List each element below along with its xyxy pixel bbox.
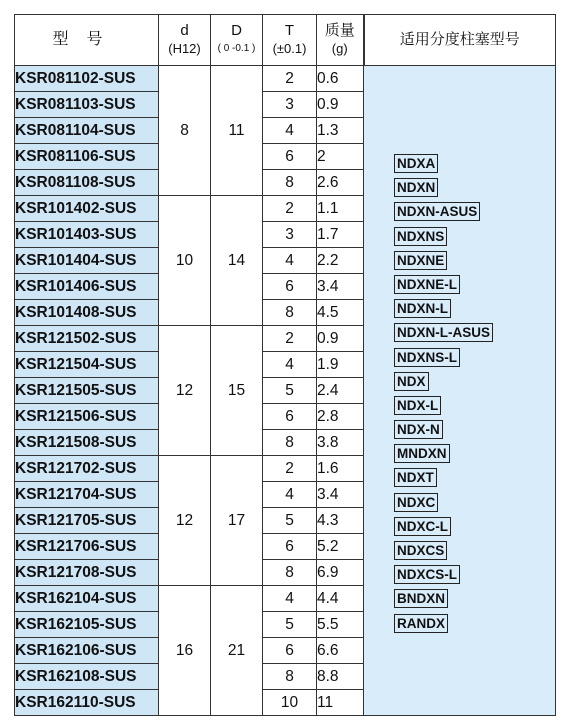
part-number-cell: KSR121505-SUS bbox=[15, 378, 159, 404]
T-value-cell: 8 bbox=[263, 430, 317, 456]
list-item bbox=[394, 468, 493, 492]
plunger-model-tag: RANDX bbox=[394, 614, 448, 633]
header-mass-label: 质量 bbox=[324, 22, 355, 39]
plunger-model-tag: NDXA bbox=[394, 154, 438, 173]
part-number-cell: KSR081106-SUS bbox=[15, 144, 159, 170]
mass-value-cell: 5.2 bbox=[317, 534, 364, 560]
list-item bbox=[394, 348, 493, 372]
plunger-model-tag: NDXNE-L bbox=[394, 275, 460, 294]
T-value-cell: 4 bbox=[263, 248, 317, 274]
T-value-cell: 2 bbox=[263, 66, 317, 92]
list-item bbox=[394, 565, 493, 589]
header-model: 型号 bbox=[15, 15, 159, 66]
compatible-plungers-cell bbox=[364, 66, 556, 716]
T-value-cell: 2 bbox=[263, 196, 317, 222]
list-item bbox=[394, 493, 493, 517]
plunger-model-tag: NDXNE bbox=[394, 251, 447, 270]
part-number-cell: KSR121705-SUS bbox=[15, 508, 159, 534]
list-item bbox=[394, 154, 493, 178]
D-value-cell: 21 bbox=[211, 586, 263, 716]
list-item bbox=[394, 517, 493, 541]
T-value-cell: 6 bbox=[263, 534, 317, 560]
T-value-cell: 8 bbox=[263, 300, 317, 326]
list-item bbox=[394, 251, 493, 275]
header-D bbox=[211, 15, 263, 66]
list-item bbox=[394, 323, 493, 347]
T-value-cell: 4 bbox=[263, 118, 317, 144]
part-number-cell: KSR121508-SUS bbox=[15, 430, 159, 456]
mass-value-cell: 6.6 bbox=[317, 638, 364, 664]
header-mass bbox=[317, 15, 364, 66]
header-T bbox=[263, 15, 317, 66]
header-d bbox=[159, 15, 211, 66]
part-number-cell: KSR121704-SUS bbox=[15, 482, 159, 508]
part-number-cell: KSR101408-SUS bbox=[15, 300, 159, 326]
plunger-model-tag: NDXN-L bbox=[394, 299, 451, 318]
D-value-cell: 15 bbox=[211, 326, 263, 456]
plunger-model-tag: NDX-L bbox=[394, 396, 441, 415]
table-row bbox=[15, 66, 556, 92]
part-number-cell: KSR121502-SUS bbox=[15, 326, 159, 352]
list-item bbox=[394, 178, 493, 202]
T-value-cell: 6 bbox=[263, 638, 317, 664]
T-value-cell: 8 bbox=[263, 560, 317, 586]
mass-value-cell: 0.9 bbox=[317, 326, 364, 352]
plunger-model-tag: NDXCS bbox=[394, 541, 447, 560]
T-value-cell: 2 bbox=[263, 456, 317, 482]
T-value-cell: 8 bbox=[263, 170, 317, 196]
plunger-model-tag: BNDXN bbox=[394, 589, 448, 608]
part-number-cell: KSR162104-SUS bbox=[15, 586, 159, 612]
plunger-model-tag: NDXT bbox=[394, 468, 437, 487]
list-item bbox=[394, 444, 493, 468]
header-T-label: T bbox=[284, 22, 295, 39]
plunger-model-tag: NDXC bbox=[394, 493, 438, 512]
part-number-cell: KSR121708-SUS bbox=[15, 560, 159, 586]
mass-value-cell: 1.3 bbox=[317, 118, 364, 144]
part-number-cell: KSR121506-SUS bbox=[15, 404, 159, 430]
list-item bbox=[394, 275, 493, 299]
plunger-model-tag: NDX-N bbox=[394, 420, 443, 439]
plunger-model-tag: NDXN-ASUS bbox=[394, 202, 480, 221]
plunger-model-tag: NDXNS bbox=[394, 227, 447, 246]
mass-value-cell: 11 bbox=[317, 690, 364, 716]
part-number-cell: KSR162108-SUS bbox=[15, 664, 159, 690]
mass-value-cell: 1.1 bbox=[317, 196, 364, 222]
mass-value-cell: 3.8 bbox=[317, 430, 364, 456]
d-value-cell: 12 bbox=[159, 326, 211, 456]
spec-table bbox=[14, 14, 556, 716]
part-number-cell: KSR121504-SUS bbox=[15, 352, 159, 378]
T-value-cell: 4 bbox=[263, 482, 317, 508]
mass-value-cell: 3.4 bbox=[317, 482, 364, 508]
mass-value-cell: 5.5 bbox=[317, 612, 364, 638]
part-number-cell: KSR081102-SUS bbox=[15, 66, 159, 92]
mass-value-cell: 2.2 bbox=[317, 248, 364, 274]
list-item bbox=[394, 589, 493, 613]
part-number-cell: KSR081103-SUS bbox=[15, 92, 159, 118]
part-number-cell: KSR101406-SUS bbox=[15, 274, 159, 300]
plunger-model-tag: NDXN-L-ASUS bbox=[394, 323, 493, 342]
plunger-model-tag: NDXN bbox=[394, 178, 438, 197]
mass-value-cell: 4.5 bbox=[317, 300, 364, 326]
T-value-cell: 6 bbox=[263, 404, 317, 430]
header-mass-sub: (g) bbox=[331, 41, 348, 56]
mass-value-cell: 1.9 bbox=[317, 352, 364, 378]
list-item bbox=[394, 202, 493, 226]
d-value-cell: 12 bbox=[159, 456, 211, 586]
part-number-cell: KSR101403-SUS bbox=[15, 222, 159, 248]
list-item bbox=[394, 227, 493, 251]
part-number-cell: KSR081108-SUS bbox=[15, 170, 159, 196]
mass-value-cell: 0.9 bbox=[317, 92, 364, 118]
mass-value-cell: 4.4 bbox=[317, 586, 364, 612]
d-value-cell: 8 bbox=[159, 66, 211, 196]
mass-value-cell: 0.6 bbox=[317, 66, 364, 92]
part-number-cell: KSR162110-SUS bbox=[15, 690, 159, 716]
plunger-model-tag: MNDXN bbox=[394, 444, 450, 463]
header-d-label: d bbox=[180, 22, 189, 39]
header-compat: 适用分度柱塞型号 bbox=[364, 15, 556, 66]
mass-value-cell: 8.8 bbox=[317, 664, 364, 690]
header-d-sub: (H12) bbox=[168, 41, 201, 56]
T-value-cell: 4 bbox=[263, 586, 317, 612]
mass-value-cell: 2.4 bbox=[317, 378, 364, 404]
T-value-cell: 2 bbox=[263, 326, 317, 352]
T-value-cell: 3 bbox=[263, 92, 317, 118]
plunger-model-tag: NDX bbox=[394, 372, 429, 391]
d-value-cell: 10 bbox=[159, 196, 211, 326]
compatible-plungers-list bbox=[394, 154, 493, 638]
T-value-cell: 5 bbox=[263, 508, 317, 534]
header-D-sub: ( 0 -0.1 ) bbox=[217, 43, 256, 54]
list-item bbox=[394, 299, 493, 323]
plunger-model-tag: NDXNS-L bbox=[394, 348, 460, 367]
mass-value-cell: 3.4 bbox=[317, 274, 364, 300]
T-value-cell: 6 bbox=[263, 274, 317, 300]
d-value-cell: 16 bbox=[159, 586, 211, 716]
mass-value-cell: 2.6 bbox=[317, 170, 364, 196]
mass-value-cell: 6.9 bbox=[317, 560, 364, 586]
mass-value-cell: 2.8 bbox=[317, 404, 364, 430]
part-number-cell: KSR162106-SUS bbox=[15, 638, 159, 664]
mass-value-cell: 2 bbox=[317, 144, 364, 170]
list-item bbox=[394, 396, 493, 420]
T-value-cell: 6 bbox=[263, 144, 317, 170]
header-T-sub: (±0.1) bbox=[272, 41, 307, 56]
mass-value-cell: 1.6 bbox=[317, 456, 364, 482]
part-number-cell: KSR101404-SUS bbox=[15, 248, 159, 274]
spec-table-wrapper bbox=[14, 14, 556, 716]
part-number-cell: KSR162105-SUS bbox=[15, 612, 159, 638]
part-number-cell: KSR121702-SUS bbox=[15, 456, 159, 482]
plunger-model-tag: NDXC-L bbox=[394, 517, 451, 536]
header-D-label: D bbox=[231, 22, 242, 39]
part-number-cell: KSR101402-SUS bbox=[15, 196, 159, 222]
D-value-cell: 17 bbox=[211, 456, 263, 586]
mass-value-cell: 1.7 bbox=[317, 222, 364, 248]
list-item bbox=[394, 372, 493, 396]
part-number-cell: KSR121706-SUS bbox=[15, 534, 159, 560]
D-value-cell: 14 bbox=[211, 196, 263, 326]
header-row bbox=[15, 15, 556, 66]
T-value-cell: 8 bbox=[263, 664, 317, 690]
mass-value-cell: 4.3 bbox=[317, 508, 364, 534]
D-value-cell: 11 bbox=[211, 66, 263, 196]
plunger-model-tag: NDXCS-L bbox=[394, 565, 460, 584]
T-value-cell: 3 bbox=[263, 222, 317, 248]
list-item bbox=[394, 420, 493, 444]
T-value-cell: 5 bbox=[263, 378, 317, 404]
list-item bbox=[394, 541, 493, 565]
part-number-cell: KSR081104-SUS bbox=[15, 118, 159, 144]
T-value-cell: 4 bbox=[263, 352, 317, 378]
T-value-cell: 10 bbox=[263, 690, 317, 716]
list-item bbox=[394, 614, 493, 638]
T-value-cell: 5 bbox=[263, 612, 317, 638]
spec-table-body bbox=[15, 66, 556, 716]
